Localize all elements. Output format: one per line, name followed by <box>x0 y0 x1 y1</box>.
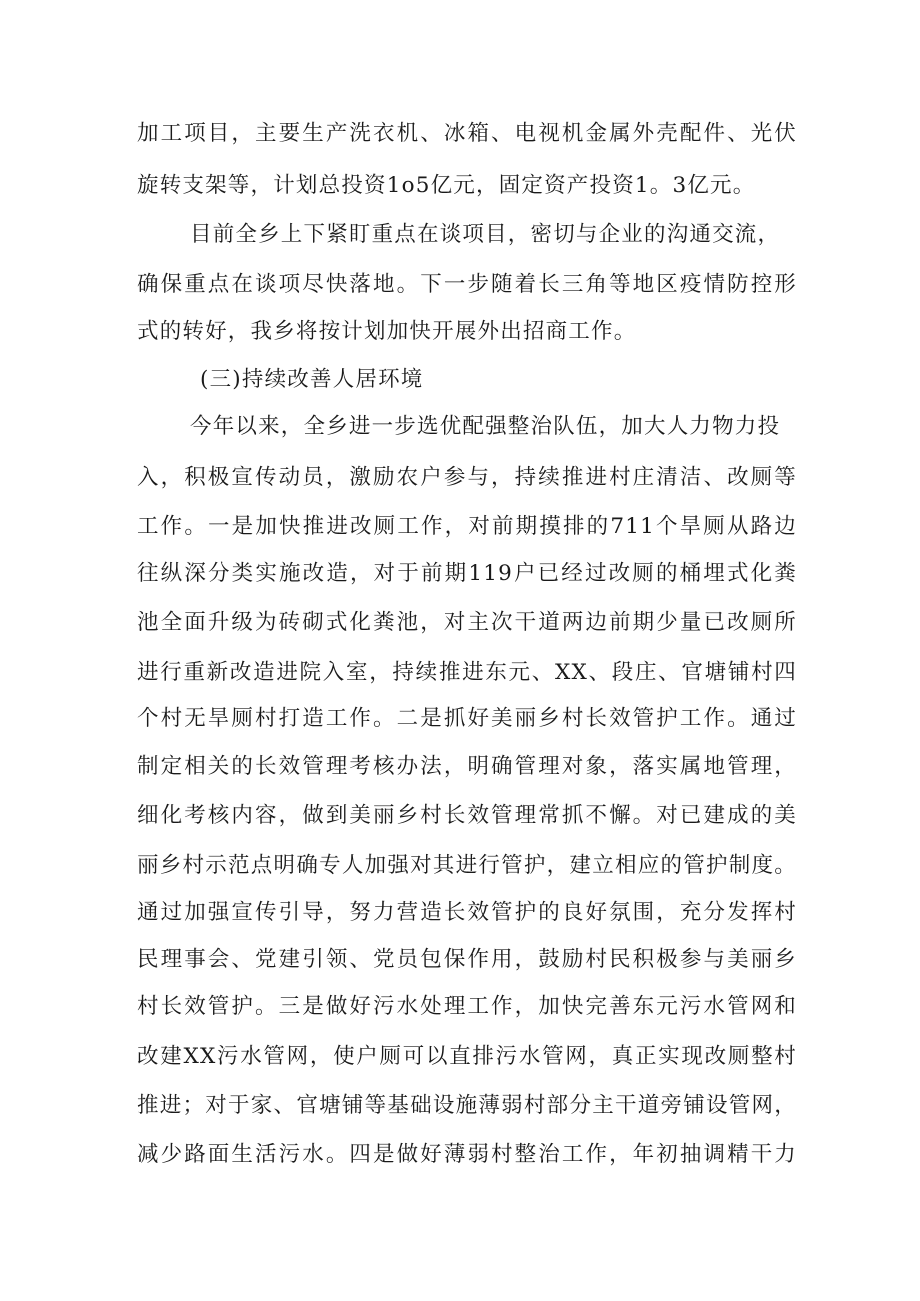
text-line: 往纵深分类实施改造，对于前期119户已经过改厕的桶埋式化粪 <box>137 561 797 586</box>
text-line: 今年以来，全乡进一步选优配强整治队伍，加大人力物力投 <box>190 414 781 439</box>
text-line: 细化考核内容，做到美丽乡村长效管理常抓不懈。对已建成的美 <box>137 803 797 828</box>
text-line: 民理事会、党建引领、党员包保作用，鼓励村民积极参与美丽乡 <box>137 947 797 972</box>
text-line: 个村无旱厕村打造工作。二是抓好美丽乡村长效管护工作。通过 <box>137 706 797 731</box>
text-line: 目前全乡上下紧盯重点在谈项目，密切与企业的沟通交流， <box>190 222 781 247</box>
text-line: 工作。一是加快推进改厕工作，对前期摸排的711个旱厕从路边 <box>137 514 797 539</box>
text-line: 制定相关的长效管理考核办法，明确管理对象，落实属地管理， <box>137 754 797 779</box>
section-heading: (三)持续改善人居环境 <box>200 367 424 392</box>
text-line: 减少路面生活污水。四是做好薄弱村整治工作，年初抽调精干力 <box>137 1142 797 1167</box>
text-line: 丽乡村示范点明确专人加强对其进行管护，建立相应的管护制度。 <box>137 853 797 878</box>
text-line: 入，积极宣传动员，激励农户参与，持续推进村庄清洁、改厕等 <box>137 465 797 490</box>
text-line: 通过加强宣传引导，努力营造长效管护的良好氛围，充分发挥村 <box>137 900 797 925</box>
text-line: 池全面升级为砖砌式化粪池，对主次干道两边前期少量已改厕所 <box>137 610 797 635</box>
text-line: 推进；对于家、官塘铺等基础设施薄弱村部分主干道旁铺设管网， <box>137 1093 797 1118</box>
text-line: 进行重新改造进院入室，持续推进东元、XX、段庄、官塘铺村四 <box>137 660 797 685</box>
text-line: 旋转支架等，计划总投资1o5亿元，固定资产投资1。3亿元。 <box>137 173 756 198</box>
text-line: 村长效管护。三是做好污水处理工作，加快完善东元污水管网和 <box>137 994 797 1019</box>
text-line: 确保重点在谈项尽快落地。下一步随着长三角等地区疫情防控形 <box>137 272 797 297</box>
text-line: 式的转好，我乡将按计划加快开展外出招商工作。 <box>137 319 637 344</box>
text-line: 改建XX污水管网，使户厕可以直排污水管网，真正实现改厕整村 <box>137 1044 797 1069</box>
text-line: 加工项目，主要生产洗衣机、冰箱、电视机金属外壳配件、光伏 <box>137 121 797 146</box>
